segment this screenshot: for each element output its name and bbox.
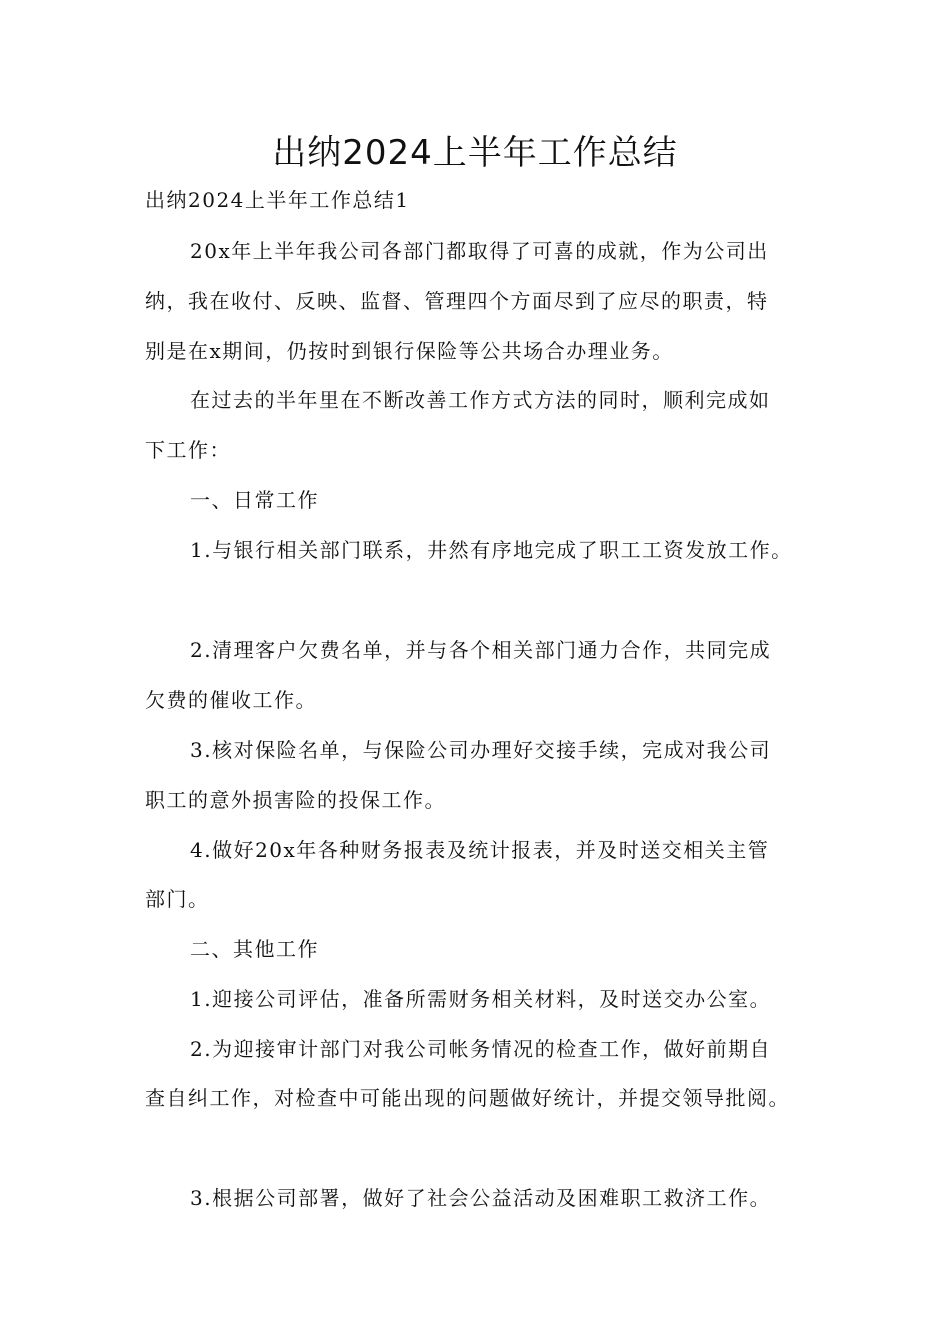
paragraph-line: 2.清理客户欠费名单，并与各个相关部门通力合作，共同完成 — [190, 638, 772, 662]
paragraph-line: 1.与银行相关部门联系，井然有序地完成了职工工资发放工作。 — [190, 538, 793, 562]
paragraph-line: 3.核对保险名单，与保险公司办理好交接手续，完成对我公司 — [190, 738, 772, 762]
paragraph-line: 别是在x期间，仍按时到银行保险等公共场合办理业务。 — [145, 339, 674, 363]
section-heading: 二、其他工作 — [190, 937, 319, 961]
paragraph-line: 下工作： — [145, 438, 231, 462]
paragraph-line: 纳，我在收付、反映、监督、管理四个方面尽到了应尽的职责，特 — [145, 289, 769, 313]
paragraph-line: 20x年上半年我公司各部门都取得了可喜的成就，作为公司出 — [190, 239, 769, 263]
paragraph-line: 在过去的半年里在不断改善工作方式方法的同时，顺利完成如 — [190, 388, 771, 412]
document-title: 出纳2024上半年工作总结 — [272, 133, 678, 173]
paragraph-line: 部门。 — [145, 887, 210, 911]
paragraph-line: 职工的意外损害险的投保工作。 — [145, 788, 446, 812]
paragraph-line: 欠费的催收工作。 — [145, 688, 317, 712]
paragraph-line: 1.迎接公司评估，准备所需财务相关材料，及时送交办公室。 — [190, 987, 772, 1011]
paragraph-line: 4.做好20x年各种财务报表及统计报表，并及时送交相关主管 — [190, 838, 770, 862]
paragraph-line: 2.为迎接审计部门对我公司帐务情况的检查工作，做好前期自 — [190, 1037, 772, 1061]
document-subtitle: 出纳2024上半年工作总结1 — [145, 188, 410, 212]
section-heading: 一、日常工作 — [190, 488, 319, 512]
paragraph-line: 查自纠工作，对检查中可能出现的问题做好统计，并提交领导批阅。 — [145, 1086, 790, 1110]
paragraph-line: 3.根据公司部署，做好了社会公益活动及困难职工救济工作。 — [190, 1186, 772, 1210]
